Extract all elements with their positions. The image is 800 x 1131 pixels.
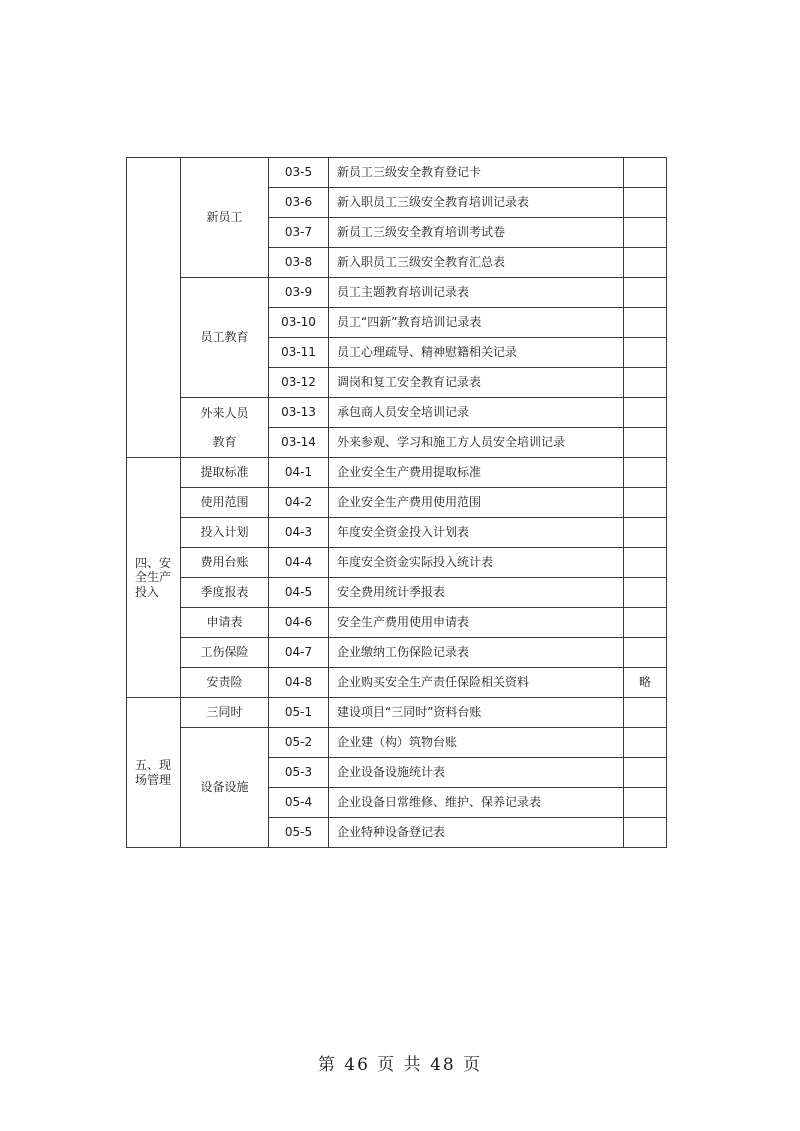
section-label: 四、安全生产投入 (127, 458, 181, 698)
table-row (127, 638, 667, 668)
item-title: 建设项目“三同时”资料台账 (329, 698, 624, 728)
group-label: 员工教育 (181, 278, 269, 398)
item-code: 05-4 (269, 788, 329, 818)
item-note (624, 218, 667, 248)
item-title: 年度安全资金投入计划表 (329, 518, 624, 548)
item-title: 员工主题教育培训记录表 (329, 278, 624, 308)
item-title: 企业设备日常维修、维护、保养记录表 (329, 788, 624, 818)
item-code: 05-1 (269, 698, 329, 728)
group-label: 设备设施 (181, 728, 269, 848)
group-label: 三同时 (181, 698, 269, 728)
item-code: 05-5 (269, 818, 329, 848)
group-label: 外来人员 (181, 398, 269, 428)
table-row (127, 488, 667, 518)
group-label: 申请表 (181, 608, 269, 638)
item-title: 新员工三级安全教育培训考试卷 (329, 218, 624, 248)
item-note (624, 308, 667, 338)
item-title: 企业缴纳工伤保险记录表 (329, 638, 624, 668)
item-title: 调岗和复工安全教育记录表 (329, 368, 624, 398)
item-title: 员工“四新”教育培训记录表 (329, 308, 624, 338)
item-note (624, 428, 667, 458)
group-label: 安责险 (181, 668, 269, 698)
item-note (624, 398, 667, 428)
table-row (127, 278, 667, 308)
item-note (624, 728, 667, 758)
item-note (624, 458, 667, 488)
item-note (624, 488, 667, 518)
item-note (624, 338, 667, 368)
table-row (127, 398, 667, 428)
item-note (624, 278, 667, 308)
item-code: 04-1 (269, 458, 329, 488)
item-code: 04-2 (269, 488, 329, 518)
item-note (624, 518, 667, 548)
item-code: 03-11 (269, 338, 329, 368)
table-row (127, 428, 667, 458)
item-note (624, 758, 667, 788)
item-title: 新入职员工三级安全教育培训记录表 (329, 188, 624, 218)
table-row (127, 668, 667, 698)
item-title: 安全生产费用使用申请表 (329, 608, 624, 638)
item-code: 04-4 (269, 548, 329, 578)
item-code: 05-3 (269, 758, 329, 788)
item-title: 外来参观、学习和施工方人员安全培训记录 (329, 428, 624, 458)
group-label: 费用台账 (181, 548, 269, 578)
item-note (624, 818, 667, 848)
document-register-table (126, 157, 667, 848)
item-code: 03-9 (269, 278, 329, 308)
table-row (127, 518, 667, 548)
item-note (624, 248, 667, 278)
item-note (624, 368, 667, 398)
item-title: 企业设备设施统计表 (329, 758, 624, 788)
item-note (624, 188, 667, 218)
item-note (624, 698, 667, 728)
item-title: 年度安全资金实际投入统计表 (329, 548, 624, 578)
item-code: 03-7 (269, 218, 329, 248)
item-code: 03-5 (269, 158, 329, 188)
page-footer: 第 46 页 共 48 页 (317, 1055, 483, 1075)
section-label: 五、现场管理 (127, 698, 181, 848)
item-title: 企业安全生产费用使用范围 (329, 488, 624, 518)
table-row (127, 698, 667, 728)
item-title: 企业安全生产费用提取标准 (329, 458, 624, 488)
item-code: 03-10 (269, 308, 329, 338)
item-title: 承包商人员安全培训记录 (329, 398, 624, 428)
item-title: 企业特种设备登记表 (329, 818, 624, 848)
item-note (624, 548, 667, 578)
item-code: 04-7 (269, 638, 329, 668)
section-cell-empty (127, 158, 181, 458)
item-code: 04-8 (269, 668, 329, 698)
group-label: 使用范围 (181, 488, 269, 518)
item-code: 03-14 (269, 428, 329, 458)
item-code: 03-13 (269, 398, 329, 428)
item-note (624, 638, 667, 668)
item-code: 05-2 (269, 728, 329, 758)
table-row (127, 608, 667, 638)
item-code: 03-8 (269, 248, 329, 278)
item-title: 新入职员工三级安全教育汇总表 (329, 248, 624, 278)
item-title: 安全费用统计季报表 (329, 578, 624, 608)
item-code: 04-3 (269, 518, 329, 548)
item-title: 企业购买安全生产责任保险相关资料 (329, 668, 624, 698)
table-row (127, 548, 667, 578)
item-note (624, 578, 667, 608)
table-row (127, 158, 667, 188)
group-label: 提取标准 (181, 458, 269, 488)
group-label: 季度报表 (181, 578, 269, 608)
table-row (127, 458, 667, 488)
table-row (127, 578, 667, 608)
item-code: 04-5 (269, 578, 329, 608)
group-label: 投入计划 (181, 518, 269, 548)
item-note (624, 788, 667, 818)
item-note: 略 (624, 668, 667, 698)
item-title: 员工心理疏导、精神慰籍相关记录 (329, 338, 624, 368)
item-code: 03-12 (269, 368, 329, 398)
item-note (624, 158, 667, 188)
table-row (127, 728, 667, 758)
item-note (624, 608, 667, 638)
item-title: 新员工三级安全教育登记卡 (329, 158, 624, 188)
item-title: 企业建（构）筑物台账 (329, 728, 624, 758)
group-label: 新员工 (181, 158, 269, 278)
item-code: 03-6 (269, 188, 329, 218)
item-code: 04-6 (269, 608, 329, 638)
group-label: 工伤保险 (181, 638, 269, 668)
group-label: 教育 (181, 428, 269, 458)
